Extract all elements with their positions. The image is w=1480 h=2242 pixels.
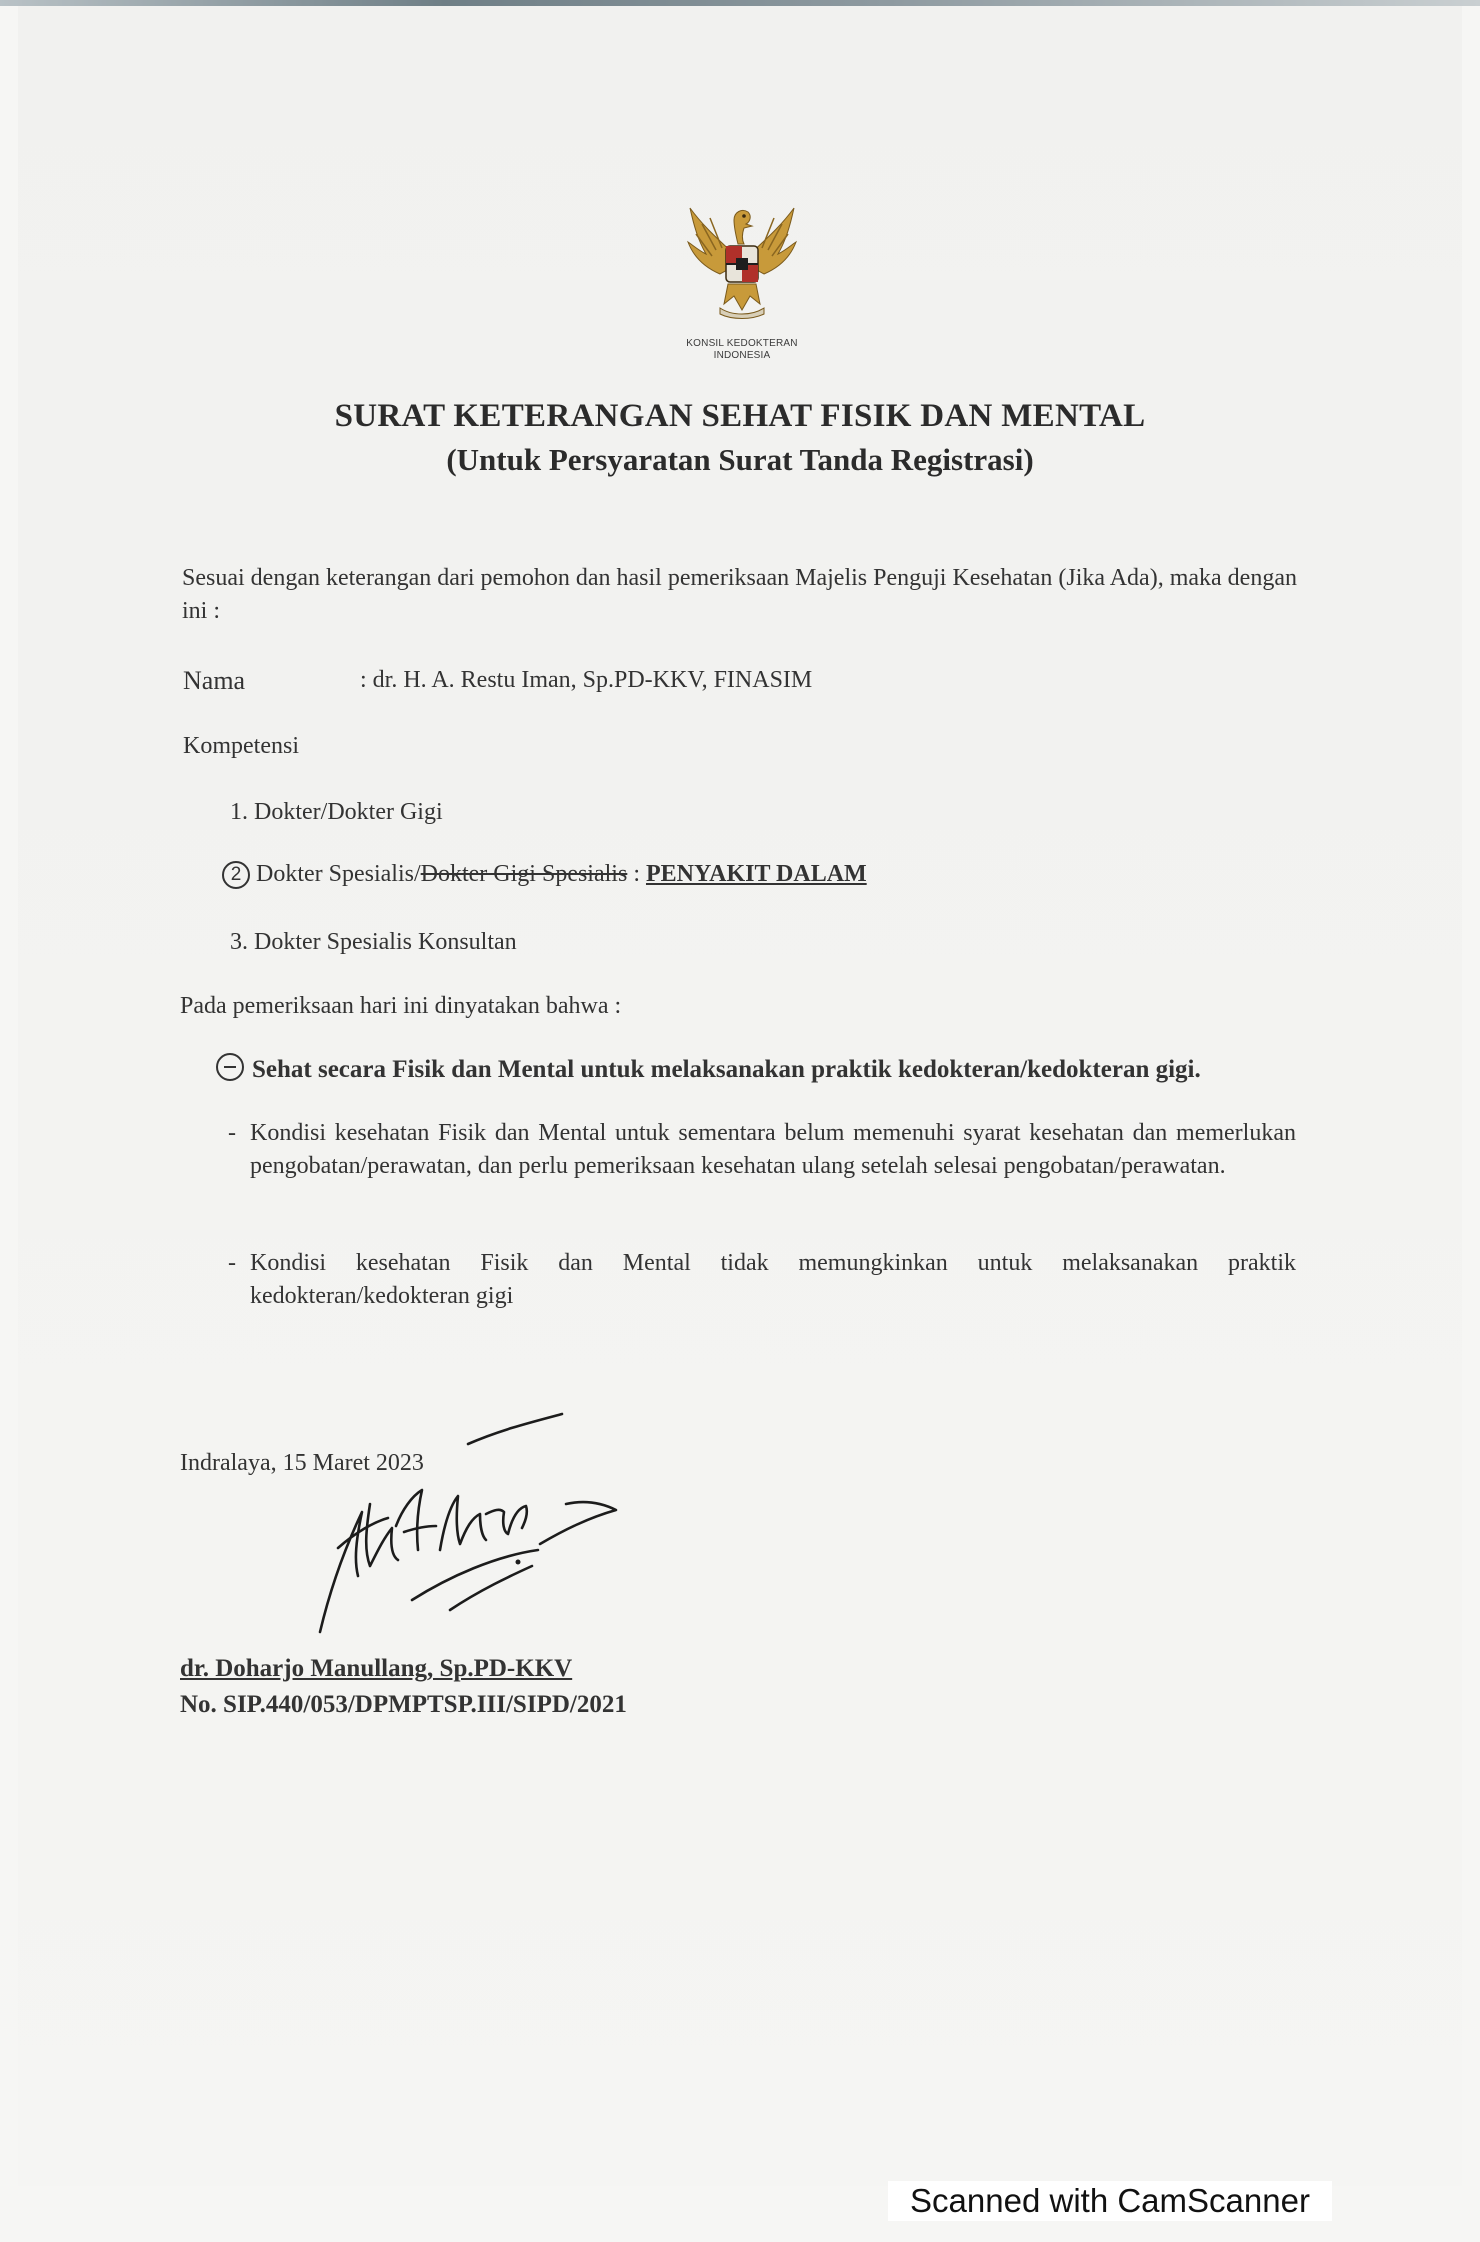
circled-number-2: 2 [222, 861, 250, 889]
kompetensi-item-2-separator: : [627, 861, 646, 887]
doctor-name: dr. Doharjo Manullang, Sp.PD-KKV [180, 1655, 573, 1682]
emblem-org-line1: KONSIL KEDOKTERAN [686, 338, 798, 349]
kompetensi-item-1: 1. Dokter/Dokter Gigi [230, 799, 443, 825]
option-sehat-text: Sehat secara Fisik dan Mental untuk melaksanakan praktik kedokteran/kedokteran gigi. [252, 1056, 1201, 1083]
kompetensi-label: Kompetensi [183, 733, 299, 759]
kompetensi-item-2 [222, 858, 867, 891]
bullet-dash: - [228, 1120, 236, 1146]
kompetensi-item-2-struck: Dokter Gigi Spesialis [420, 861, 628, 887]
option-belum-memenuhi: Kondisi kesehatan Fisik dan Mental untuk sementara belum memenuhi syarat kesehatan dan memerlukan pengobatan/perawatan, dan perlu pemeriksaan kesehatan ulang setelah selesai pengobatan/perawatan. [250, 1120, 1296, 1179]
garuda-emblem-icon [672, 200, 812, 325]
signature-icon [300, 1400, 620, 1660]
kompetensi-item-3: 3. Dokter Spesialis Konsultan [230, 929, 517, 955]
camscanner-watermark: Scanned with CamScanner [888, 2181, 1332, 2221]
circled-mark-icon [216, 1053, 244, 1081]
document-title: SURAT KETERANGAN SEHAT FISIK DAN MENTAL [334, 398, 1146, 434]
nama-label: Nama [183, 666, 246, 695]
option-sehat [216, 1053, 1201, 1086]
document-subtitle: (Untuk Persyaratan Surat Tanda Registrasi) [446, 442, 1034, 477]
nama-value: : dr. H. A. Restu Iman, Sp.PD-KKV, FINASIM [360, 667, 813, 693]
pemeriksaan-lead: Pada pemeriksaan hari ini dinyatakan bahwa : [180, 993, 622, 1019]
emblem-block [672, 200, 812, 370]
place-date: Indralaya, 15 Maret 2023 [180, 1450, 424, 1476]
sip-number: No. SIP.440/053/DPMPTSP.III/SIPD/2021 [180, 1691, 627, 1718]
bullet-dash: - [228, 1250, 236, 1276]
emblem-org-line2: INDONESIA [713, 350, 771, 361]
kompetensi-specialty: PENYAKIT DALAM [645, 861, 867, 887]
kompetensi-item-2-text: Dokter Spesialis/ [256, 861, 421, 887]
intro-paragraph: Sesuai dengan keterangan dari pemohon dan hasil pemeriksaan Majelis Penguji Kesehatan (Jika Ada), maka dengan ini : [182, 565, 1297, 624]
option-tidak-memungkinkan: Kondisi kesehatan Fisik dan Mental tidak memungkinkan untuk melaksanakan praktik kedokteran/kedokteran gigi [250, 1250, 1296, 1309]
